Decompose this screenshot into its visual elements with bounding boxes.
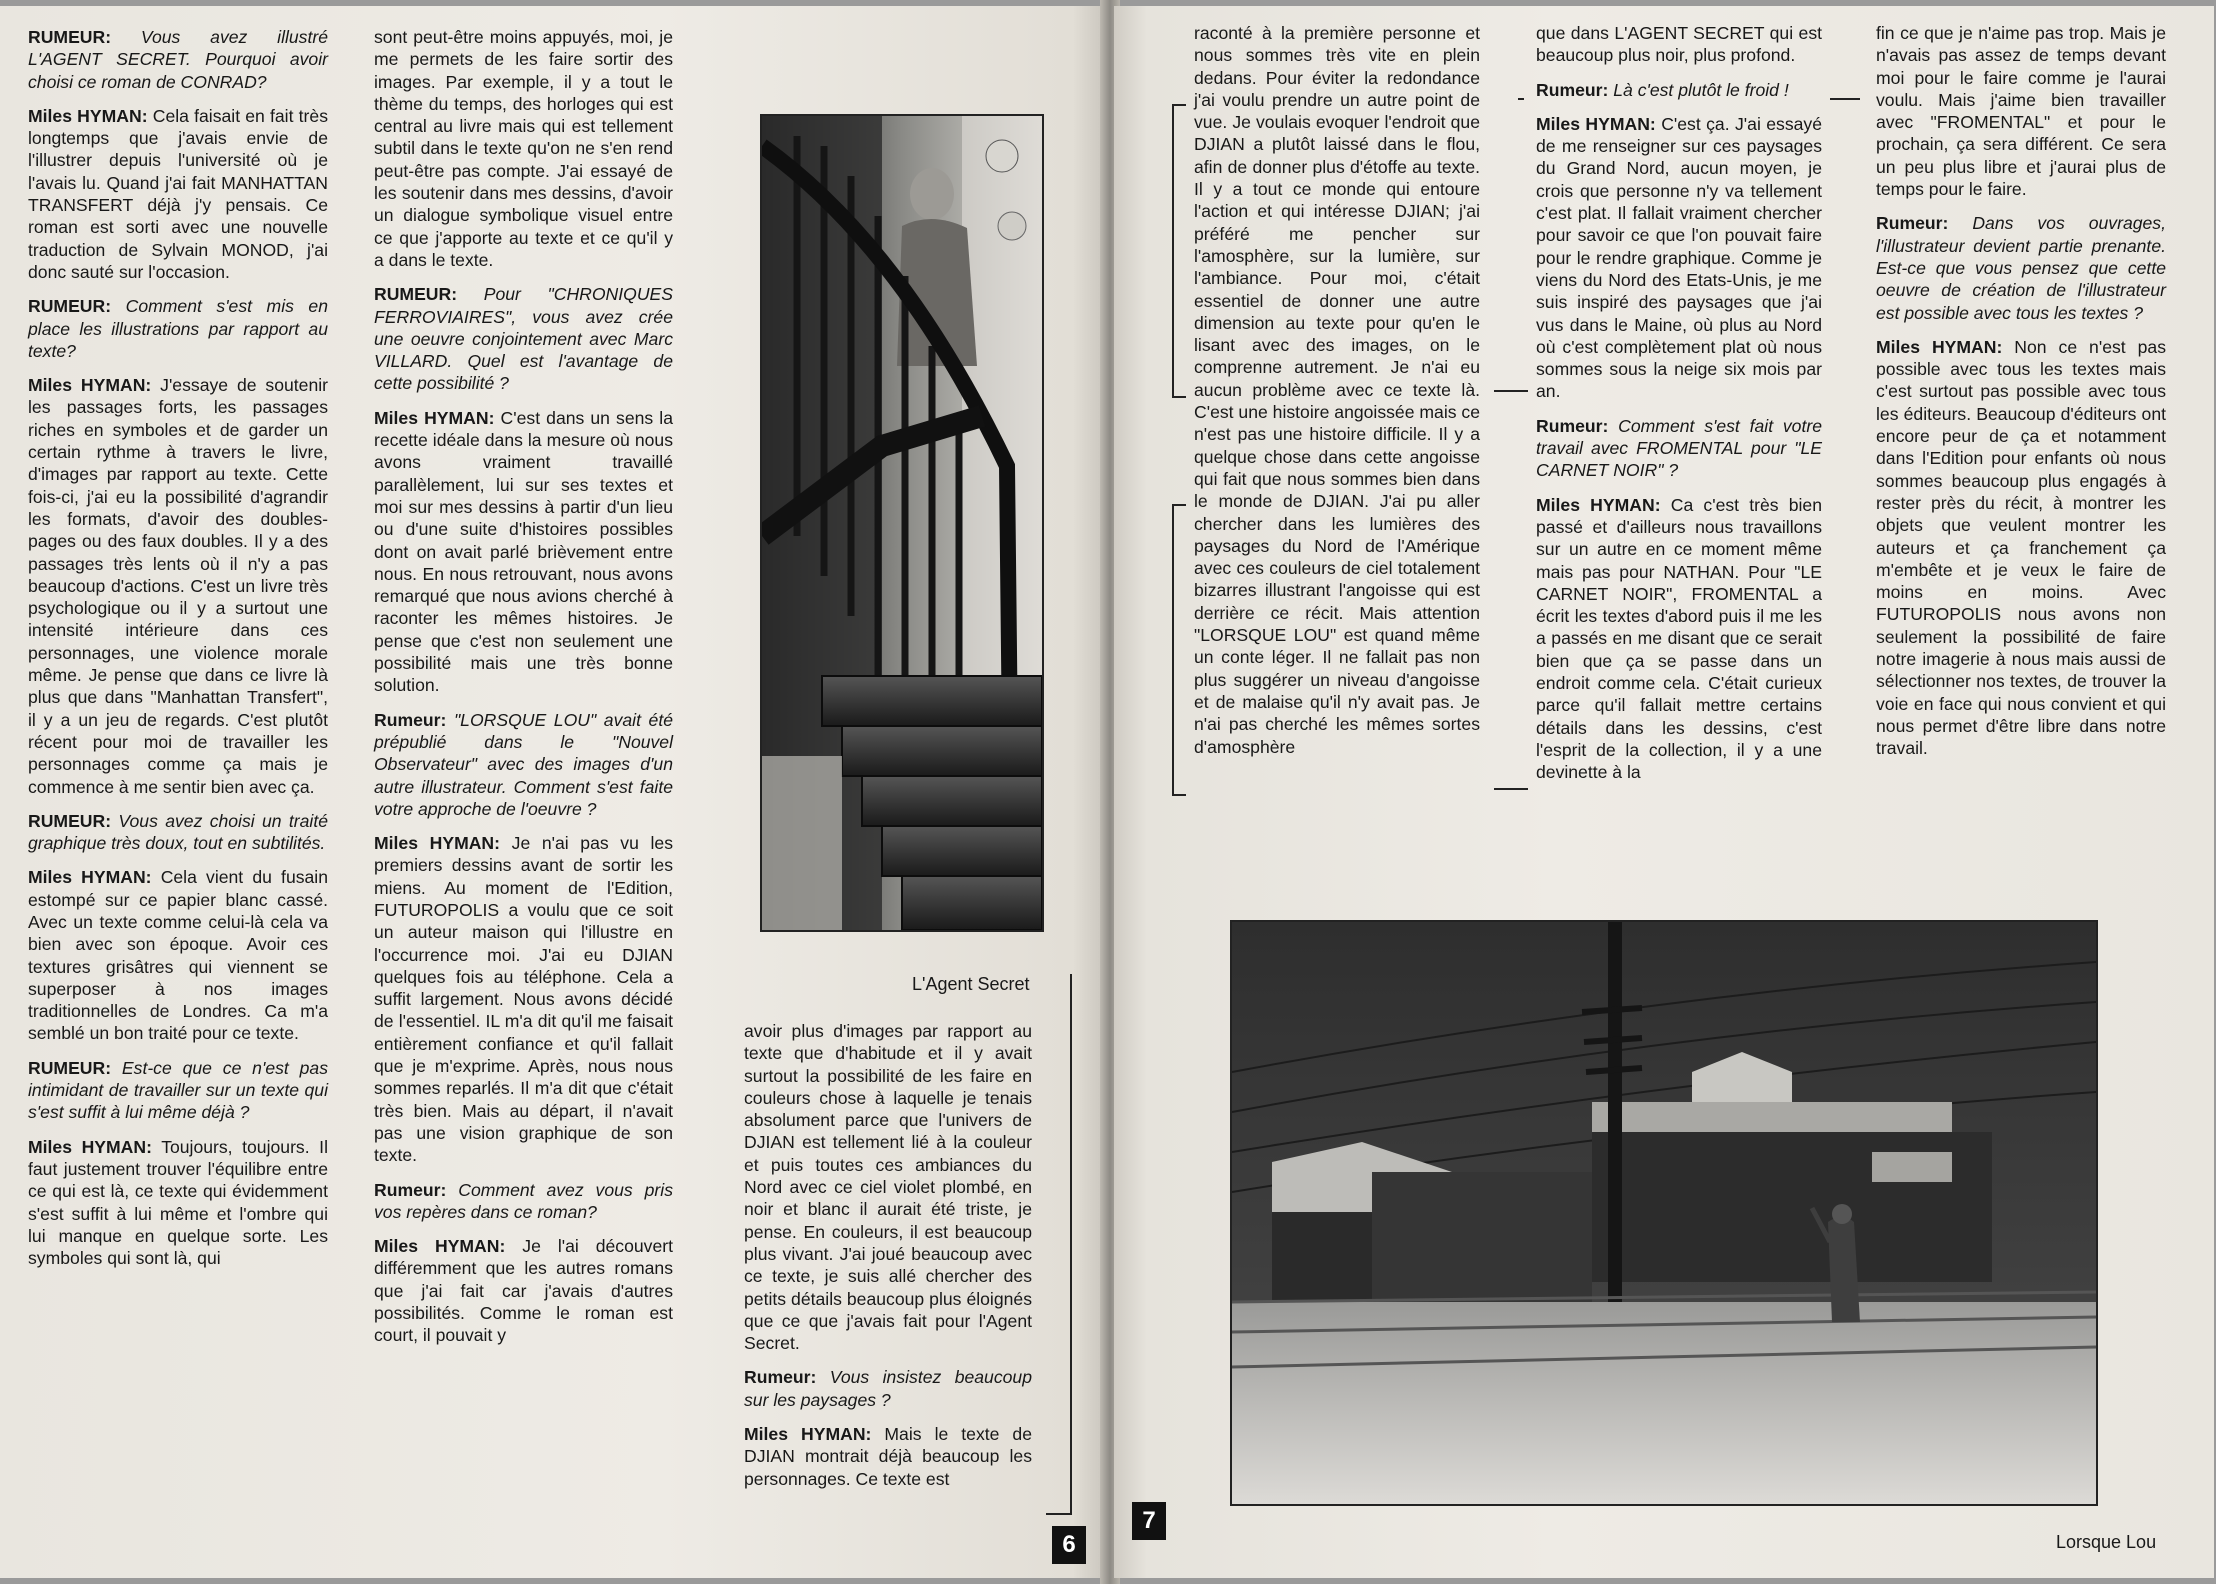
answer-text: Ca c'est très bien passé et d'ailleurs nous travaillons sur un autre en ce moment même mais pas pour NATHAN. Pour "LE CARNET NOIR", FROMENTAL a écrit les textes d'abord puis il me les a passés en me disant que ce serait bien que ça se passe dans un endroit comme cela. C'était curieux parce qu'il fallait mettre certains détails dans les dessins, c'est l'esprit de la collection, il y a une devinette à la: [1536, 494, 1823, 783]
staircase-illustration: [760, 114, 1044, 932]
speaker-label: Rumeur:: [1536, 79, 1609, 100]
answer-text: Cela vient du fusain estompé sur ce papier blanc cassé. Avec un texte comme celui-là cela va bien avec son époque. Avoir ces textures grisâtres qui viennent se superposer à nos images traditionnelles de Londres. Ca m'a semblé un bon traité pour ce texte.: [28, 867, 329, 1044]
answer-text: sont peut-être moins appuyés, moi, je me permets de les faire sortir des images. Par exemple, il y a tout le thème du temps, des horloges qui est central au livre mais qui est tellement subtil dans le texte qu'on ne s'en rend peut-être pas compte. J'ai essayé de les soutenir dans mes dessins, d'avoir un dialogue symbolique visuel entre ce que j'apporte au texte et ce qu'il y a dans le texte.: [374, 27, 673, 270]
caption-lorsque-lou: Lorsque Lou: [2056, 1532, 2157, 1552]
speaker-label: Miles HYMAN:: [28, 1136, 152, 1157]
paragraph: [28, 295, 328, 362]
paragraph: [28, 105, 328, 283]
paragraph: [374, 1179, 673, 1224]
paragraph: [1536, 415, 1822, 482]
speaker-label: Miles HYMAN:: [744, 1424, 872, 1445]
question-text: Vous avez choisi un traité graphique très doux, tout en subtilités.: [28, 810, 329, 854]
paragraph: [28, 374, 328, 798]
paragraph: [1536, 494, 1822, 784]
landscape-illustration: [1230, 920, 2098, 1506]
paragraph: [374, 26, 673, 271]
paragraph: [1876, 336, 2166, 760]
caption-rule: [1070, 974, 1072, 1514]
paragraph: [374, 832, 673, 1166]
staircase-drawing: [762, 116, 1042, 930]
margin-rule-2: [1494, 788, 1528, 790]
answer-text: Mais le texte de DJIAN montrait déjà beaucoup les personnages. Ce texte est: [744, 1424, 1032, 1489]
margin-bracket-top: [1172, 104, 1186, 398]
paragraph: [374, 283, 673, 394]
paragraph: [374, 407, 673, 697]
answer-text: Cela faisait en fait très longtemps que j'avais envie de l'illustrer depuis l'université où je l'avais lu. Quand j'ai fait MANHATTAN TRANSFERT déjà j'y pensais. Ce roman est sorti avec une nouvelle traduction de Sylvain MONOD, j'ai donc sauté sur l'occasion.: [28, 105, 328, 282]
speaker-label: Miles HYMAN:: [374, 1236, 506, 1257]
answer-text: J'essaye de soutenir les passages forts, les passages riches en symboles et de garder un certain rythme à travers le livre, d'images par rapport au texte. Cette fois-ci, j'ai eu la possibilité d'agrandir les formats, d'avoir des doubles-pages ou des faux doubles. Il y a des passages très lents où il n'y a pas beaucoup d'actions. C'est un livre très psychologique ou il y a surtout une intensité intérieure dans ces personnages, une violence morale même. Je pense que dans ce livre là plus que dans "Manhattan Transfert", il y a un jeu de regards. C'est plutôt récent pour moi de travailler les personnages comme ça mais je commence à me sentir bien avec ça.: [28, 375, 328, 797]
question-text: Vous insistez beaucoup sur les paysages ?: [744, 1367, 1032, 1410]
answer-text: Je n'ai pas vu les premiers dessins avant de sortir les miens. Au moment de l'Edition, FUTUROPOLIS a voulu que ce soit un auteur maison qui l'illustre en l'occurrence moi. J'ai eu DJIAN quelques fois au téléphone. Cela a suffit largement. Nous avons décidé de l'essentiel. IL m'a dit qu'il me faisait entièrement confiance et qu'il fallait que je m'exprime. Après, nous nous sommes reparlés. Il m'a dit que c'était très bien. Mais au départ, il n'avait pas une vision graphique de son texte.: [374, 833, 673, 1166]
question-text: Pour "CHRONIQUES FERROVIAIRES", vous avez crée une oeuvre conjointement avec Marc VILLARD. Quel est l'avantage de cette possibilité ?: [374, 284, 673, 394]
speaker-label: Miles HYMAN:: [28, 867, 152, 888]
speaker-label: Rumeur:: [374, 1179, 447, 1200]
speaker-label: Miles HYMAN:: [374, 833, 500, 854]
paragraph: [28, 866, 328, 1044]
question-text: Comment s'est mis en place les illustrations par rapport au texte?: [28, 296, 329, 361]
paragraph: [28, 810, 328, 855]
snowy-station-drawing: [1232, 922, 2096, 1504]
paragraph: [374, 1235, 673, 1346]
paragraph: [1536, 22, 1822, 67]
speaker-label: RUMEUR:: [374, 284, 458, 305]
caption-rule-foot: [1046, 1513, 1072, 1515]
speaker-label: Miles HYMAN:: [374, 407, 495, 428]
speaker-label: Miles HYMAN:: [28, 375, 152, 396]
question-text: Dans vos ouvrages, l'illustrateur devient partie prenante. Est-ce que vous pensez que cette oeuvre de création de l'illustrateur est possible avec tous les textes ?: [1876, 213, 2166, 323]
question-text: Comment s'est fait votre travail avec FROMENTAL pour "LE CARNET NOIR" ?: [1536, 415, 1822, 481]
answer-text: Je l'ai découvert différemment que les autres romans que j'ai fait car j'avais d'autres possibilités. Comme le roman est court, il pouvait y: [374, 1236, 673, 1346]
speaker-label: Rumeur:: [1536, 415, 1609, 436]
paragraph: [28, 26, 328, 93]
speaker-label: Miles HYMAN:: [28, 105, 148, 126]
paragraph: [1536, 113, 1822, 403]
left-page: [0, 6, 1106, 1578]
paragraph: [28, 1136, 328, 1270]
answer-text: Non ce n'est pas possible avec tous les textes mais c'est surtout pas possible avec tous les éditeurs. Beaucoup d'éditeurs ont encore peur de ça et notamment dans l'Edition pour enfants où nous sommes beaucoup plus engagés à rester près du récit, à montrer les objets que veulent montrer les auteurs et ça franchement ça m'embête et je veux le faire de moins en moins. Avec FUTUROPOLIS nous avons non seulement la possibilité de faire notre imagerie à nous mais aussi de sélectionner nos textes, de trouver la voie en face qui nous convient et qui nous permet d'être libre dans notre travail.: [1876, 336, 2166, 759]
left-column-2: [374, 26, 673, 1359]
answer-text: que dans L'AGENT SECRET qui est beaucoup plus noir, plus profond.: [1536, 23, 1822, 66]
right-column-1: [1194, 22, 1480, 770]
right-column-2: [1536, 22, 1822, 796]
page-number-6: 6: [1052, 1526, 1086, 1564]
answer-text: Toujours, toujours. Il faut justement trouver l'équilibre entre ce qui est là, ce texte qui évidemment s'est suffit à lui même et l'ombre qui lui manque en quelque sorte. Les symboles qui sont là, qui: [28, 1136, 328, 1269]
speaker-label: RUMEUR:: [28, 810, 112, 831]
paragraph: [28, 1057, 328, 1124]
question-text: Est-ce que ce n'est pas intimidant de travailler sur un texte qui s'est suffit à lui même déjà ?: [28, 1057, 328, 1123]
margin-rule-3: [1518, 98, 1524, 100]
paragraph: [744, 1366, 1032, 1411]
left-column-1: [28, 26, 328, 1281]
question-text: Comment avez vous pris vos repères dans ce roman?: [374, 1179, 673, 1222]
paragraph: [1194, 22, 1480, 758]
paragraph: [1536, 79, 1822, 101]
question-text: "LORSQUE LOU" avait été prépublié dans le "Nouvel Observateur" avec des images d'un autre illustrateur. Comment s'est faite votre approche de l'oeuvre ?: [374, 709, 673, 819]
answer-text: raconté à la première personne et nous sommes très vite en plein dedans. Pour éviter la redondance j'ai voulu prendre un autre point de vue. Je voulais evoquer l'endroit que DJIAN a plutôt laissé dans le flou, afin de donner plus d'étoffe au texte. Il y a tout ce monde qui entoure l'action et qui intéresse DJIAN; j'ai préféré me pencher sur l'amosphère, sur la lumière, sur l'ambiance. Pour moi, c'était essentiel de donner une autre dimension au texte pour qu'en le lisant avec des images, on le comprenne autrement. Je n'ai eu aucun problème avec ce texte là. C'est une histoire angoissée mais ce n'est pas une histoire difficile. Il y a quelque chose dans cette angoisse qui fait que nous sommes bien dans le monde de DJIAN. J'ai pu aller chercher dans les lumières des paysages du Nord de l'Amérique avec ces couleurs de ciel totalement bizarres illustrant l'angoisse qui est derrière ce récit. Mais attention "LORSQUE LOU" est quand même un conte léger. Il ne fallait pas non plus suggérer un niveau d'angoisse et de malaise qu'il n'y avait pas. Je n'ai pas cherché les mêmes sortes d'amosphère: [1194, 23, 1480, 757]
answer-text: C'est ça. J'ai essayé de me renseigner sur ces paysages du Grand Nord, aucun moyen, je crois que personne n'y va tellement c'est plat. Il fallait vraiment chercher pour savoir ce que l'on pouvait faire pour le rendre graphique. Comme je viens du Nord des Etats-Unis, je me suis inspiré des paysages que j'ai vus dans le Maine, où plus au Nord où c'est complètement plat où nous sommes sous la neige six mois par an.: [1536, 113, 1822, 402]
speaker-label: Miles HYMAN:: [1876, 336, 2003, 357]
margin-rule-1: [1494, 390, 1528, 392]
speaker-label: Miles HYMAN:: [1536, 113, 1656, 134]
speaker-label: RUMEUR:: [28, 1057, 112, 1078]
speaker-label: RUMEUR:: [28, 27, 112, 47]
margin-rule-4: [1830, 98, 1860, 100]
answer-text: C'est dans un sens la recette idéale dans la mesure où nous avons vraiment travaillé parallèlement, lui sur ses textes et moi sur mes dessins à partir d'un lieu ou d'une suite d'histoires possibles dont on avait parlé brièvement entre nous. En nous retrouvant, nous avons remarqué que nous avions cherché à raconter les mêmes histoires. Je pense que c'est non seulement une possibilité mais une très bonne solution.: [374, 407, 673, 696]
left-column-3: [744, 1020, 1032, 1502]
paragraph: [744, 1020, 1032, 1354]
speaker-label: Rumeur:: [374, 709, 447, 730]
speaker-label: Rumeur:: [1876, 213, 1949, 234]
paragraph: [744, 1423, 1032, 1490]
paragraph: [374, 709, 673, 820]
right-column-3: [1876, 22, 2166, 772]
question-text: Là c'est plutôt le froid !: [1613, 79, 1789, 100]
speaker-label: Rumeur:: [744, 1367, 817, 1388]
question-text: Vous avez illustré L'AGENT SECRET. Pourquoi avoir choisi ce roman de CONRAD?: [28, 27, 328, 92]
page-number-7: 7: [1132, 1502, 1166, 1540]
speaker-label: RUMEUR:: [28, 296, 112, 317]
answer-text: fin ce que je n'aime pas trop. Mais je n'avais pas assez de temps devant moi pour le faire comme je l'aurai voulu. Mais j'aime bien travailler avec "FROMENTAL" et pour le prochain, ça sera différent. Ce sera un peu plus libre et j'aurai plus de temps pour le faire.: [1876, 23, 2166, 200]
caption-agent-secret: L'Agent Secret: [912, 974, 1030, 994]
right-page: [1114, 6, 2214, 1578]
speaker-label: Miles HYMAN:: [1536, 494, 1661, 515]
margin-bracket-bottom: [1172, 504, 1186, 796]
answer-text: avoir plus d'images par rapport au texte que d'habitude et il y avait surtout la possibilité de les faire en couleurs chose à laquelle je tenais absolument parce que l'univers de DJIAN est tellement lié à la couleur et puis toutes ces ambiances du Nord avec ce ciel violet plombé, en noir et blanc il aurait été triste, je pense. En couleurs, il est beaucoup plus vivant. J'ai joué beaucoup avec ce texte, je suis allé chercher des petits détails beaucoup plus éloignés que ce que j'avais fait pour l'Agent Secret.: [744, 1021, 1032, 1354]
paragraph: [1876, 22, 2166, 200]
paragraph: [1876, 212, 2166, 323]
